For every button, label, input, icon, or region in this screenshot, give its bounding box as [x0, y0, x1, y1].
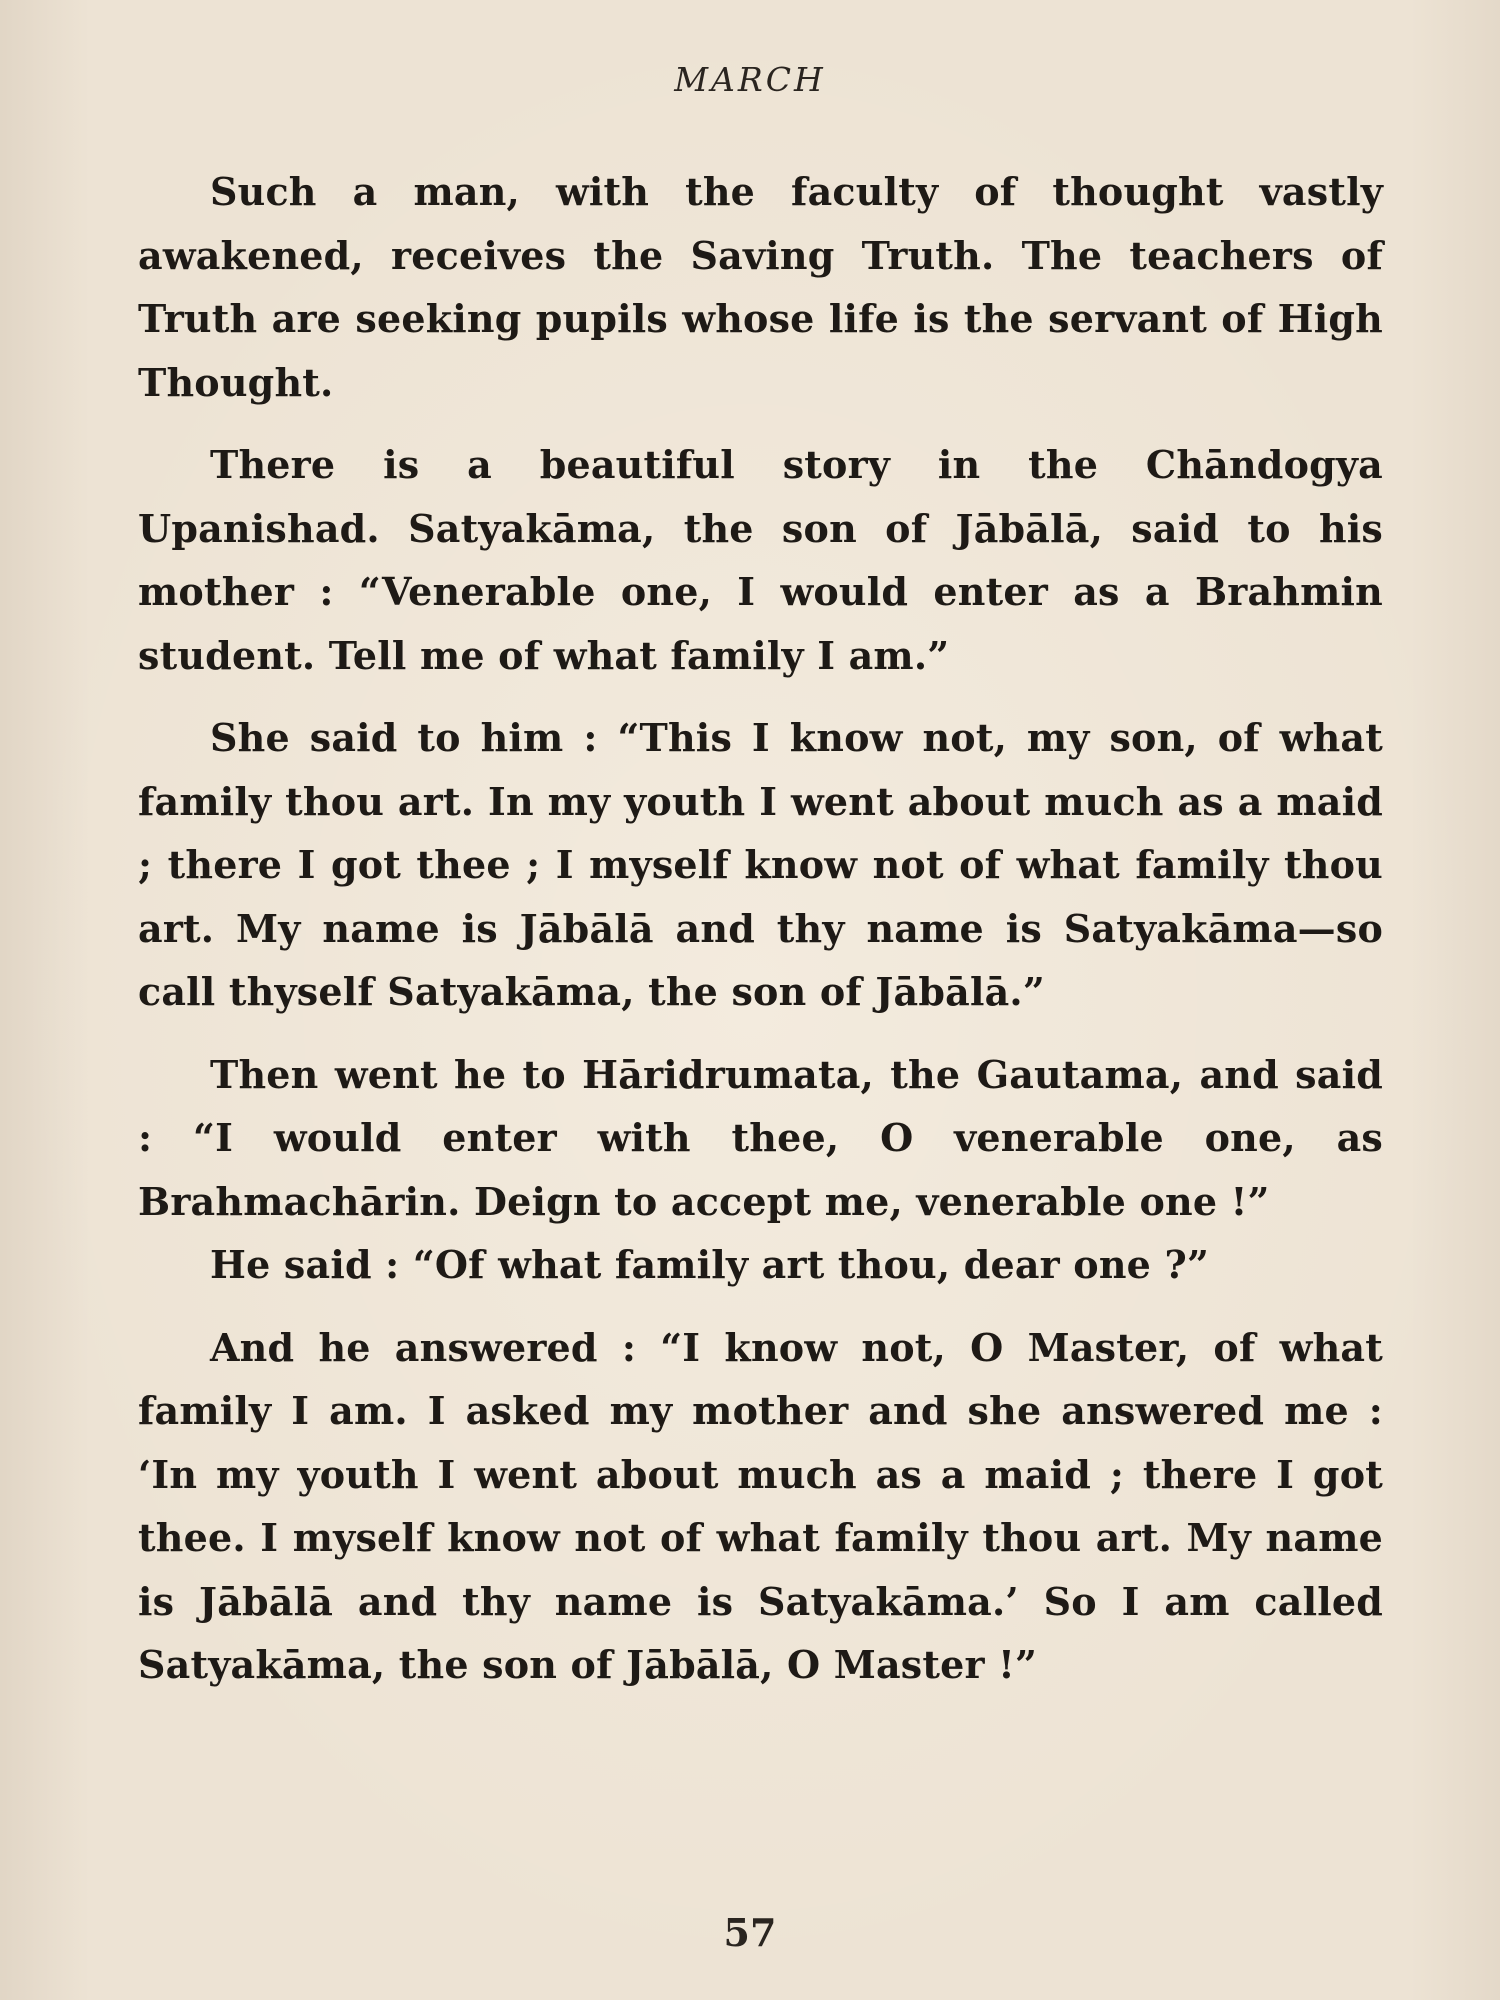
paragraph-5: He said : “Of what family art thou, dear one ?”: [210, 1242, 1210, 1287]
paragraph-4: Then went he to Hāridrumata, the Gautama, and said : “I would enter with thee, O venerable one, as Brahmachārin. Deign to accept me, venerable one !”: [138, 1051, 1383, 1224]
running-head: MARCH: [674, 60, 826, 99]
body-text: [138, 160, 1383, 1697]
paragraph-6: And he answered : “I know not, O Master, of what family I am. I asked my mother and she answered me : ‘In my youth I went about much as a maid ; there I got thee. I myself know not of what family thou art. My name is Jābālā and thy name is Satyakāma.’ So I am called Satyakāma, the son of Jābālā, O Master !”: [138, 1324, 1383, 1687]
paragraph-1: Such a man, with the faculty of thought vastly awakened, receives the Saving Truth. The teachers of Truth are seeking pupils whose life is the servant of High Thought.: [138, 169, 1383, 405]
paragraph-2: There is a beautiful story in the Chāndogya Upanishad. Satyakāma, the son of Jābālā, said to his mother : “Venerable one, I would enter as a Brahmin student. Tell me of what family I am.”: [138, 442, 1383, 678]
paragraph-3: She said to him : “This I know not, my son, of what family thou art. In my youth I went about much as a maid ; there I got thee ; I myself know not of what family thou art. My name is Jābālā and thy name is Satyakāma—so call thyself Satyakāma, the son of Jābālā.”: [138, 715, 1383, 1014]
page-number: 57: [723, 1910, 777, 1955]
